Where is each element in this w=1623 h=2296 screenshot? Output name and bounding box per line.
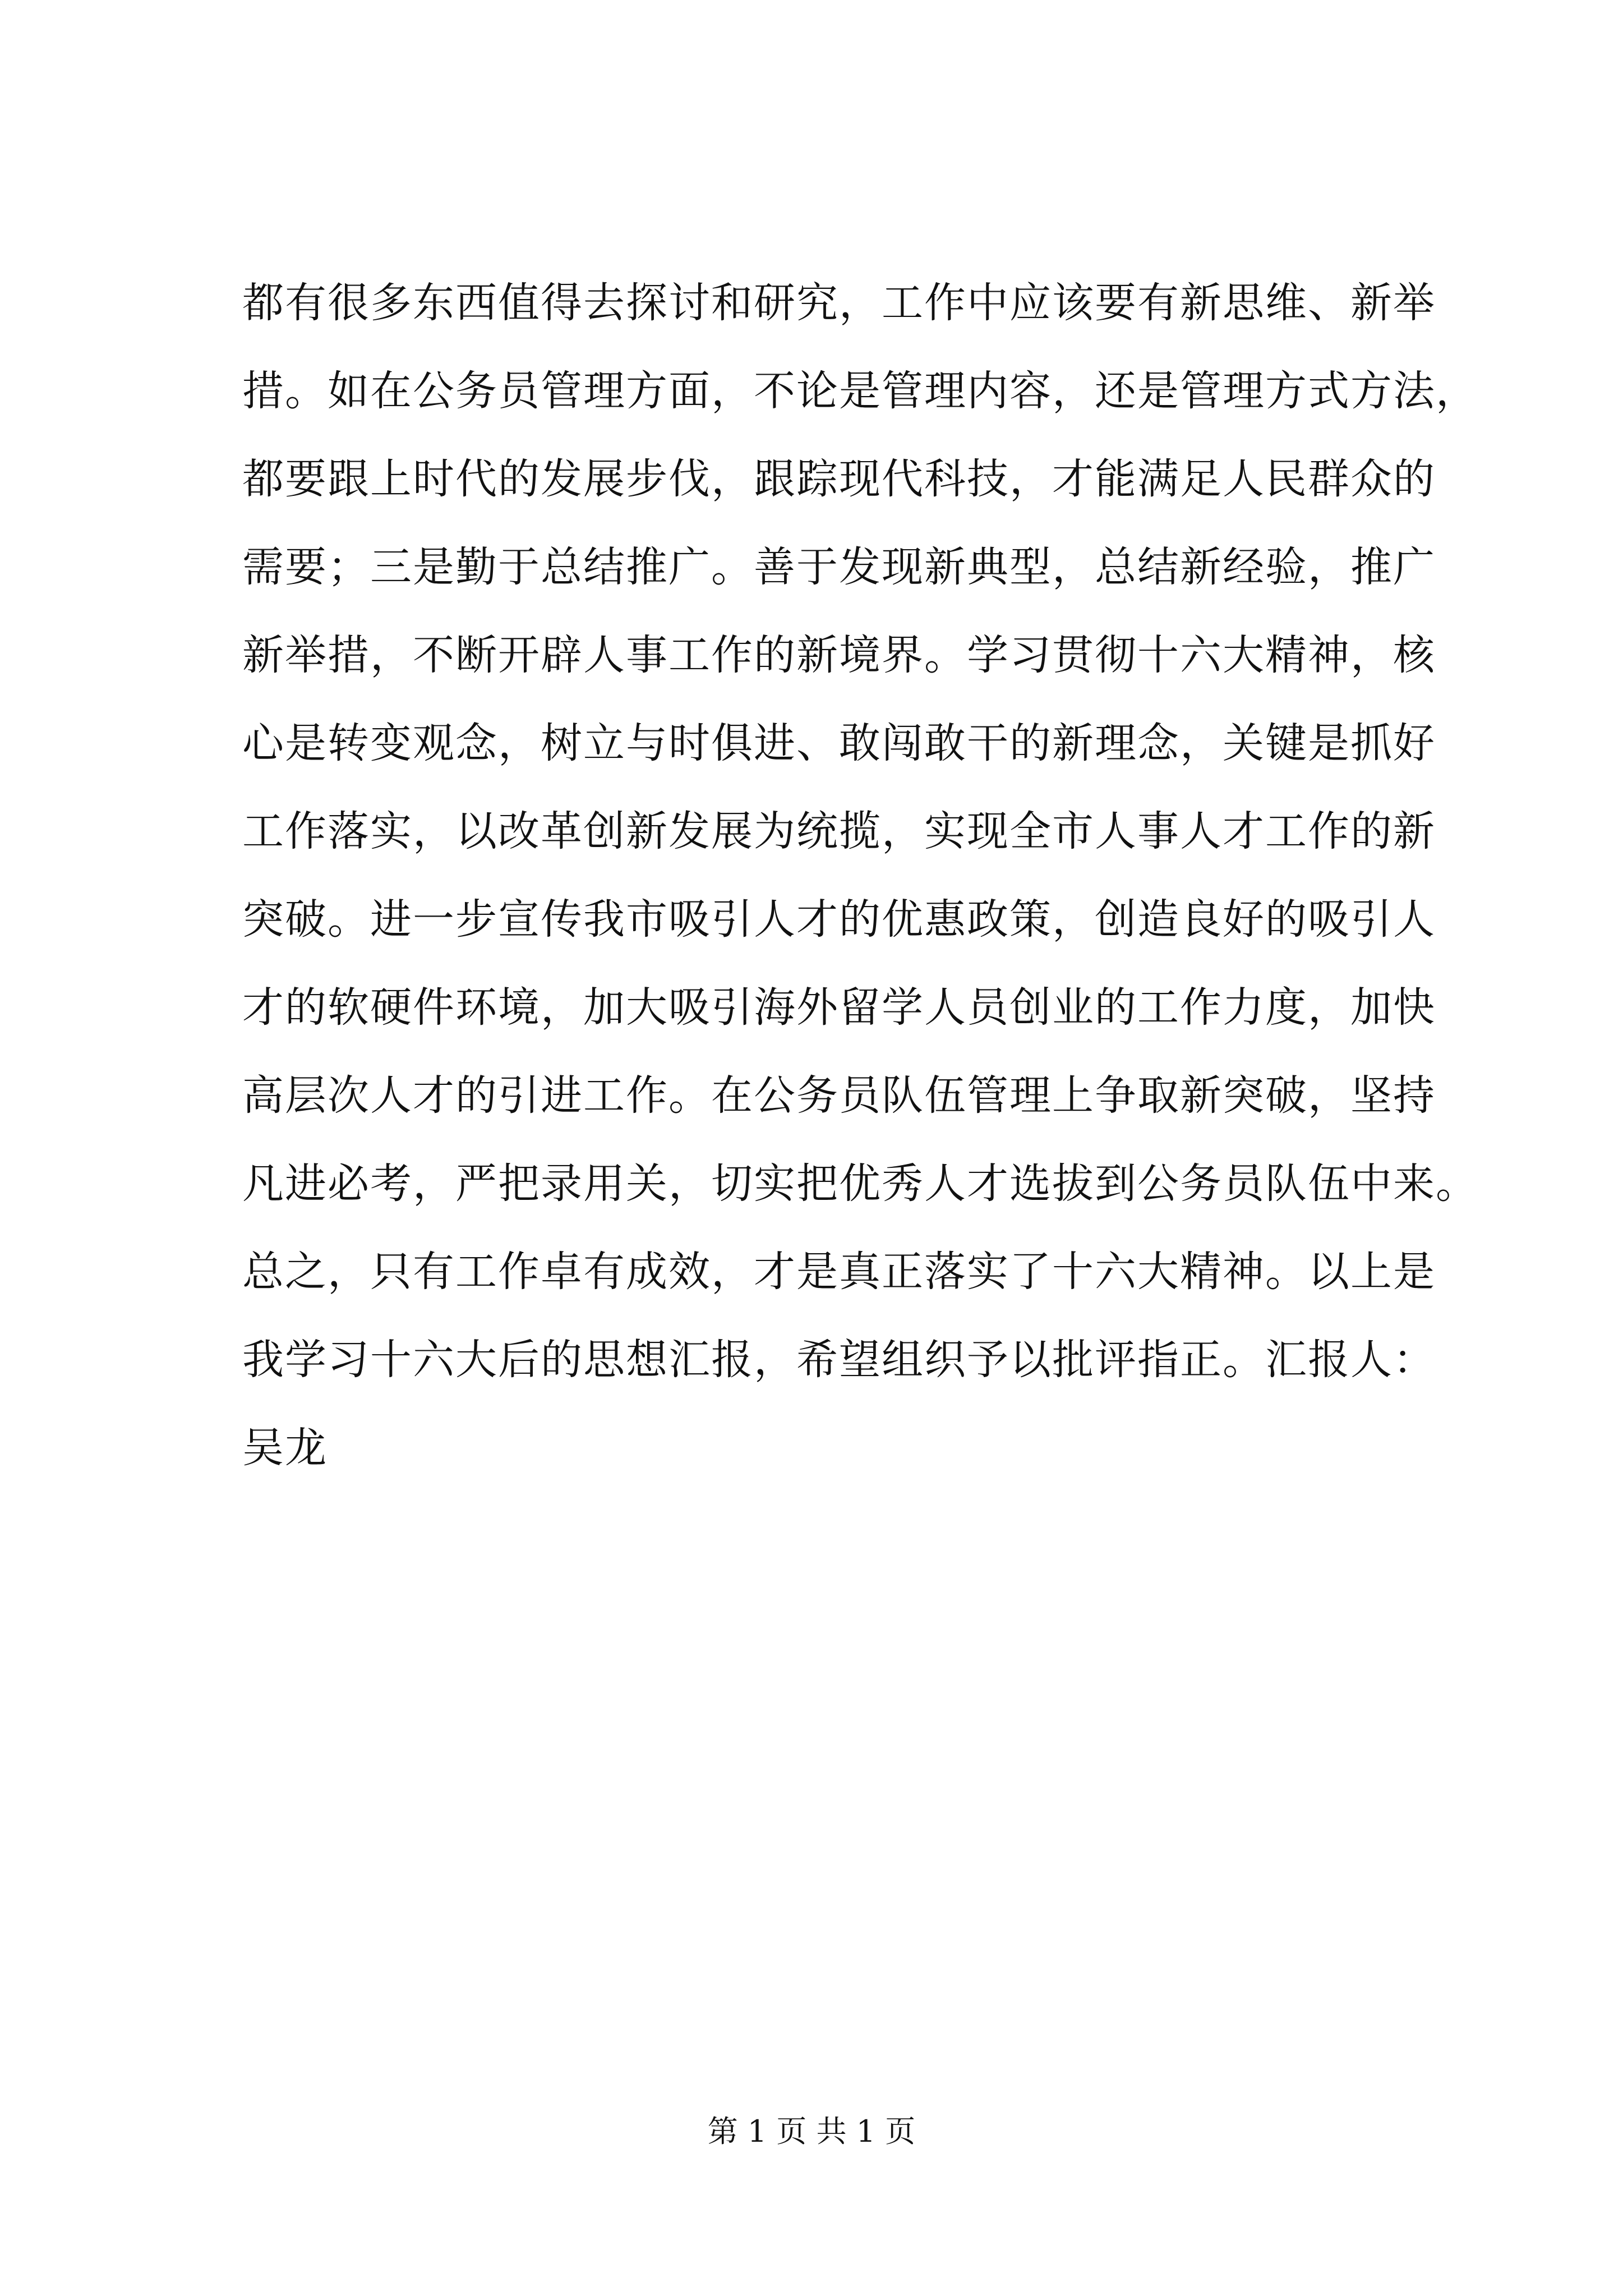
text-line: 凡进必考，严把录用关，切实把优秀人才选拔到公务员队伍中来。 bbox=[242, 1159, 1478, 1208]
text-line: 都有很多东西值得去探讨和研究，工作中应该要有新思维、新举 bbox=[242, 279, 1436, 327]
text-line: 需要；三是勤于总结推广。善于发现新典型，总结新经验，推广 bbox=[242, 543, 1436, 591]
text-line: 才的软硬件环境，加大吸引海外留学人员创业的工作力度，加快 bbox=[242, 983, 1436, 1032]
text-line: 工作落实，以改革创新发展为统揽，实现全市人事人才工作的新 bbox=[242, 807, 1436, 855]
page-footer bbox=[0, 2109, 1623, 2154]
text-line: 突破。进一步宣传我市吸引人才的优惠政策，创造良好的吸引人 bbox=[242, 895, 1436, 944]
text-line: 都要跟上时代的发展步伐，跟踪现代科技，才能满足人民群众的 bbox=[242, 455, 1436, 503]
text-line: 新举措，不断开辟人事工作的新境界。学习贯彻十六大精神，核 bbox=[242, 631, 1436, 679]
text-line: 措。如在公务员管理方面，不论是管理内容，还是管理方式方法， bbox=[242, 367, 1478, 415]
page-number-label: 第 1 页 共 1 页 bbox=[707, 2114, 916, 2149]
body-text bbox=[242, 259, 1478, 1492]
text-line: 心是转变观念，树立与时俱进、敢闯敢干的新理念，关键是抓好 bbox=[242, 719, 1436, 767]
text-line: 总之，只有工作卓有成效，才是真正落实了十六大精神。以上是 bbox=[242, 1248, 1436, 1296]
signature-line: 吴龙 bbox=[242, 1424, 328, 1472]
text-line: 高层次人才的引进工作。在公务员队伍管理上争取新突破，坚持 bbox=[242, 1071, 1436, 1120]
text-line: 我学习十六大后的思想汇报，希望组织予以批评指正。汇报人： bbox=[242, 1336, 1436, 1384]
